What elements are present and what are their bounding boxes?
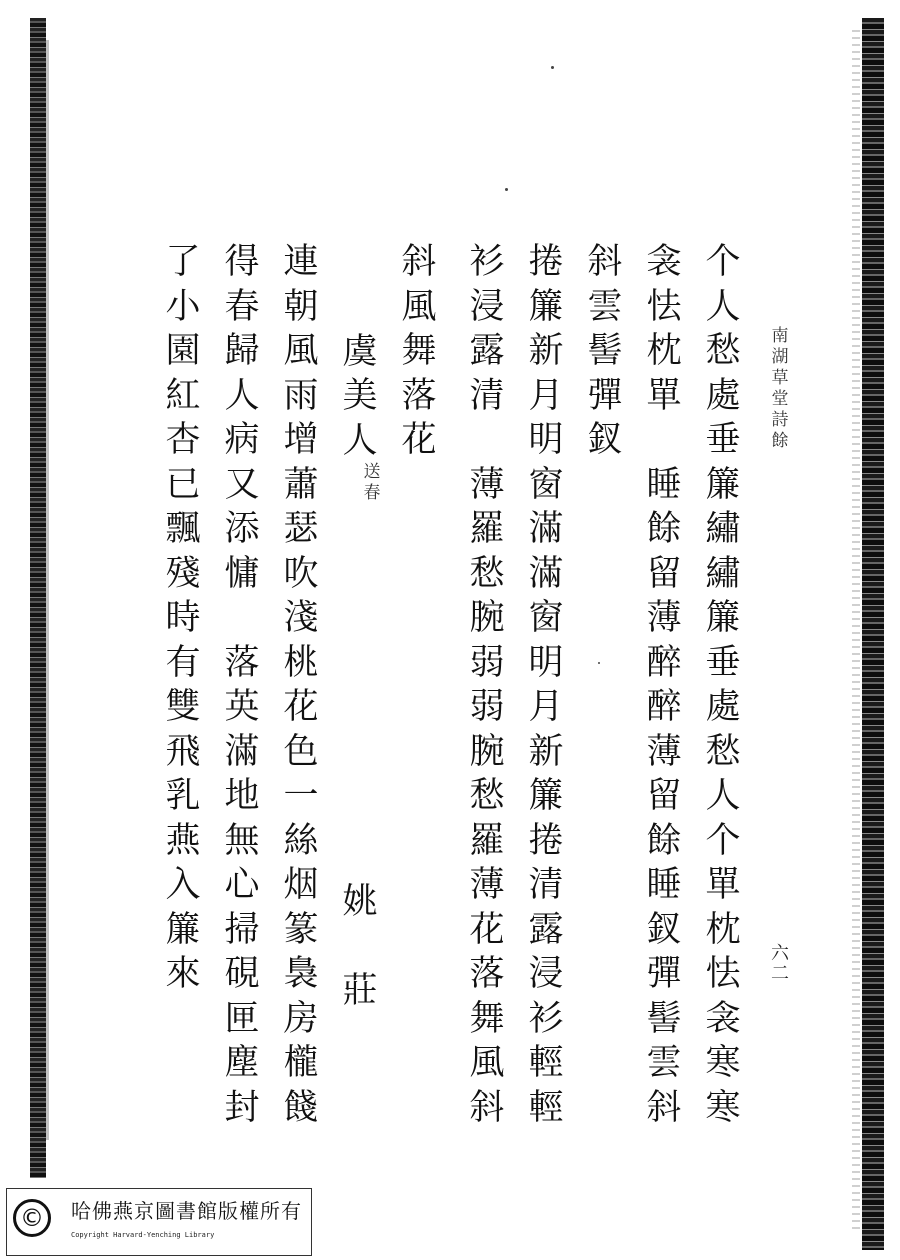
text-char: 留 [646,553,682,594]
text-column-7 [337,285,383,463]
text-char: 彈 [587,375,623,416]
text-char: 愁 [705,331,741,371]
text-char: 入 [165,865,201,905]
text-char: 露 [469,331,505,371]
text-char: 个 [705,242,741,282]
poem-subtitle: 送春 [363,462,381,503]
text-char: 愁 [705,731,741,772]
text-char: 雙 [165,687,201,727]
text-column-8 [278,240,324,1130]
text-char: 滿 [528,509,564,549]
text-char: 浸 [469,286,505,327]
text-char: 羅 [469,820,505,861]
text-char: 歸 [224,331,260,371]
text-char: 窗 [528,598,564,638]
text-char: 來 [165,954,201,994]
text-char: 新 [528,731,564,772]
text-char: 硯 [224,954,260,994]
text-char: 弱 [469,642,505,683]
text-char: 篆 [283,909,319,950]
text-char: 落 [469,954,505,994]
text-char: 簾 [165,909,201,950]
text-char: 得 [224,242,260,282]
text-char: 弱 [469,687,505,727]
copyright-english: Copyright Harvard-Yenching Library [71,1231,215,1239]
text-char: 睡 [646,865,682,905]
text-column-4 [523,240,569,1130]
text-char: 窗 [528,464,564,505]
text-char: 醉 [646,687,682,727]
text-char: 雲 [587,286,623,327]
text-char: 乳 [165,776,201,816]
text-char: 花 [401,420,437,460]
text-char: 風 [469,1043,505,1083]
text-char: 人 [224,375,260,416]
text-char: 个 [705,820,741,861]
text-char: 寒 [705,1087,741,1128]
author-char: 姚 [342,882,378,922]
text-char: 斜 [469,1087,505,1128]
text-char: 月 [528,687,564,727]
text-char: 飛 [165,731,201,772]
text-char: 垂 [705,642,741,683]
text-char: 捲 [528,820,564,861]
text-char: 留 [646,776,682,816]
text-char: 時 [165,598,201,638]
text-char: 捲 [528,242,564,282]
text-char: 浸 [528,954,564,994]
text-char: 簾 [705,598,741,638]
text-char: 清 [528,865,564,905]
text-char: 腕 [469,731,505,772]
text-column-5 [464,240,510,1130]
text-char: 英 [224,687,260,727]
page-number: 六二 [771,943,789,984]
text-char: 吹 [283,553,319,594]
text-char: 心 [224,865,260,905]
text-char: 枕 [705,909,741,950]
text-char: 簾 [705,464,741,505]
text-char: 雨 [283,375,319,416]
page-binding-edge-left [30,18,46,1178]
text-char: 舞 [469,998,505,1039]
text-char: 虞 [342,331,378,372]
text-char: 釵 [587,420,623,460]
text-char: 滿 [528,553,564,594]
text-char: 人 [342,420,378,461]
text-char: 明 [528,642,564,683]
text-char: 無 [224,820,260,861]
text-char: 有 [165,642,201,683]
text-char: 餘 [646,509,682,549]
text-char: 園 [165,331,201,371]
text-char: 衾 [646,242,682,282]
text-char: 月 [528,375,564,416]
text-char: 處 [705,687,741,727]
text-column-3 [582,240,628,463]
text-char: 風 [283,331,319,371]
text-char: 裊 [283,954,319,994]
text-char: 腕 [469,598,505,638]
text-char: 人 [705,776,741,816]
text-char: 釵 [646,909,682,950]
text-char: 彈 [646,954,682,994]
text-column-9 [219,240,265,1130]
text-char: 烟 [283,865,319,905]
text-char: 地 [224,776,260,816]
text-char: 薄 [469,865,505,905]
page-edge-shadow-right [852,30,860,1230]
text-char: 櫳 [283,1043,319,1083]
text-char: 色 [283,731,319,772]
text-char: 燕 [165,820,201,861]
text-char: 愁 [469,776,505,816]
text-char: 一 [283,776,319,816]
text-char: 匣 [224,998,260,1039]
text-char: 落 [224,642,260,683]
text-char: 枕 [646,331,682,371]
text-char: 輕 [528,1087,564,1128]
text-char: 輕 [528,1043,564,1083]
text-column-6 [396,240,442,463]
text-char: 衫 [528,998,564,1039]
text-char: 雲 [646,1043,682,1083]
text-char: 垂 [705,420,741,460]
text-char: 明 [528,420,564,460]
text-char: 春 [224,286,260,327]
text-char: 單 [646,375,682,416]
print-speck [551,66,554,69]
text-char: 瑟 [283,509,319,549]
text-char: 簾 [528,286,564,327]
copyright-chinese: 哈佛燕京圖書館版權所有 [71,1199,302,1223]
text-char: 又 [224,464,260,505]
text-char: 斜 [646,1087,682,1128]
text-char: 小 [165,286,201,327]
text-char: 絲 [283,820,319,861]
text-char: 簾 [528,776,564,816]
text-char: 處 [705,375,741,416]
print-speck [598,662,600,664]
text-char: 病 [224,420,260,460]
text-char: 房 [283,998,319,1039]
text-char: 滿 [224,731,260,772]
text-char: 蕭 [283,464,319,505]
page-binding-shadow-left [46,40,49,1140]
copyright-icon: © [13,1199,51,1237]
text-char: 髻 [587,331,623,371]
text-char: 醉 [646,642,682,683]
text-char: 落 [401,375,437,416]
text-char: 已 [165,464,201,505]
text-column-2 [641,240,687,1130]
text-char: 人 [705,286,741,327]
page-edge-right [862,18,884,1250]
text-column-1 [700,240,746,1130]
text-column-10 [160,240,206,997]
text-char: 朝 [283,286,319,327]
text-char: 衫 [469,242,505,282]
text-char: 淺 [283,598,319,638]
copyright-stamp [6,1188,312,1256]
text-char: 增 [283,420,319,460]
text-char: 清 [469,375,505,416]
text-char: 杏 [165,420,201,460]
text-char: 衾 [705,998,741,1039]
text-char: 繡 [705,509,741,549]
text-char: 怯 [705,954,741,994]
text-char: 繡 [705,553,741,594]
text-char: 桃 [283,642,319,683]
text-char: 封 [224,1087,260,1128]
text-char: 掃 [224,909,260,950]
text-char: 飄 [165,509,201,549]
text-char: 連 [283,242,319,282]
text-char: 露 [528,909,564,950]
text-char: 髻 [646,998,682,1039]
text-char: 餞 [283,1087,319,1128]
author-char: 莊 [342,971,378,1011]
text-char: 花 [283,687,319,727]
text-char: 了 [165,242,201,282]
text-char: 美 [342,376,378,416]
text-char: 怯 [646,286,682,327]
text-char: 斜 [401,242,437,282]
text-char: 新 [528,331,564,371]
text-char: 寒 [705,1043,741,1083]
text-char: 慵 [224,553,260,594]
text-char: 風 [401,286,437,327]
text-char: 舞 [401,331,437,371]
print-speck [505,188,508,191]
text-char: 羅 [469,509,505,549]
text-char: 睡 [646,464,682,505]
text-char: 塵 [224,1043,260,1083]
running-title: 南湖草堂詩餘 [771,326,789,451]
author-name [337,880,383,1014]
text-char: 添 [224,509,260,549]
text-char: 斜 [587,242,623,282]
text-char: 薄 [646,731,682,772]
text-char: 殘 [165,553,201,594]
text-char: 薄 [469,464,505,505]
text-char: 薄 [646,598,682,638]
text-char: 紅 [165,375,201,416]
text-char: 花 [469,909,505,950]
text-char: 愁 [469,553,505,594]
text-char: 單 [705,865,741,905]
text-char: 餘 [646,820,682,861]
